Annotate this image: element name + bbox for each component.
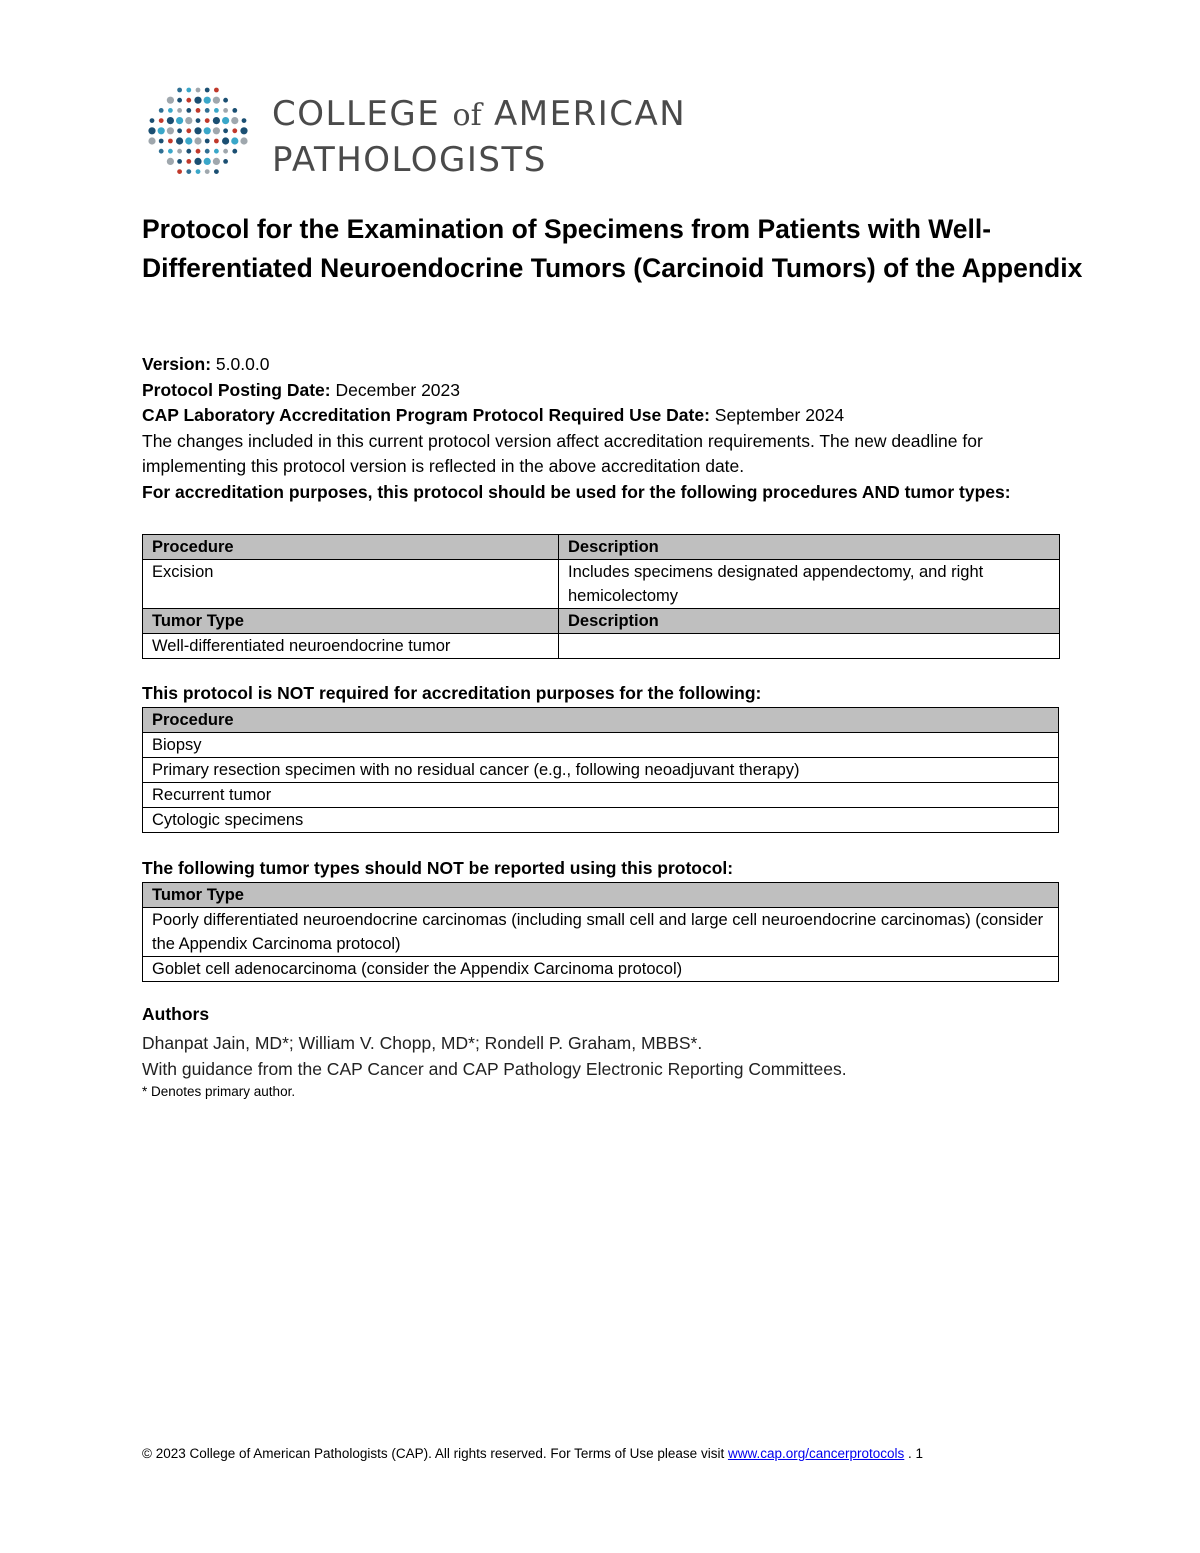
logo-dot — [196, 169, 201, 174]
tumor-type-cell: Goblet cell adenocarcinoma (consider the Appendix Carcinoma protocol) — [143, 957, 1059, 982]
logo-dot — [176, 137, 183, 144]
page-footer — [142, 1446, 923, 1461]
procedure-cell: Excision — [143, 560, 559, 609]
author-names: Dhanpat Jain, MD*; William V. Chopp, MD*; Rondell P. Graham, MBBS*. — [142, 1033, 703, 1053]
procedure-header: Procedure — [143, 535, 559, 560]
not-reported-heading: The following tumor types should NOT be reported using this protocol: — [142, 858, 734, 878]
logo-dot — [223, 159, 228, 164]
logo-dot — [214, 149, 219, 154]
table-header-row — [143, 708, 1059, 733]
table-row — [143, 957, 1059, 982]
guidance-note: With guidance from the CAP Cancer and CAP Pathology Electronic Reporting Committees. — [142, 1058, 847, 1079]
logo-dot — [148, 137, 155, 144]
procedure-cell: Biopsy — [143, 733, 1059, 758]
authors-block — [142, 1031, 847, 1102]
logo-dot — [194, 127, 201, 134]
logo-dot — [214, 169, 219, 174]
logo-dot — [177, 108, 182, 113]
logo-dot — [223, 149, 228, 154]
changes-note: The changes included in this current protocol version affect accreditation requirements. The new deadline for implementing this protocol version is reflected in the above accreditation date. — [142, 430, 983, 476]
table-row — [143, 908, 1059, 957]
not-required-table — [142, 707, 1059, 833]
cancer-protocols-link[interactable]: www.cap.org/cancerprotocols — [727, 1446, 905, 1461]
procedure-cell: Cytologic specimens — [143, 808, 1059, 833]
version-line: Version: 5.0.0.0 — [142, 354, 270, 374]
logo-dot — [222, 137, 229, 144]
logo-dot — [177, 88, 182, 93]
logo-dot — [167, 127, 174, 134]
cap-logo — [146, 84, 746, 184]
logo-dot — [205, 169, 210, 174]
logo-dot — [214, 139, 219, 144]
logo-dot — [177, 128, 182, 133]
procedure-header: Procedure — [143, 708, 1059, 733]
logo-dot — [214, 108, 219, 113]
logo-dot — [185, 137, 192, 144]
table-header-row — [143, 609, 1060, 634]
table-row — [143, 560, 1060, 609]
logo-dot — [223, 98, 228, 103]
logo-dot — [186, 159, 191, 164]
posting-date-line: Protocol Posting Date: December 2023 — [142, 379, 461, 400]
copyright-text: © 2023 College of American Pathologists (CAP). All rights reserved. For Terms of Use please visit — [142, 1446, 728, 1461]
tumor-type-cell: Well-differentiated neuroendocrine tumor — [143, 634, 559, 659]
logo-dot — [159, 118, 164, 123]
logo-dot — [204, 97, 211, 104]
logo-dot — [186, 128, 191, 133]
logo-dot — [213, 158, 220, 165]
logo-dot — [213, 97, 220, 104]
logo-dot — [167, 117, 174, 124]
table-row — [143, 783, 1059, 808]
logo-dot — [185, 117, 192, 124]
table-row — [143, 808, 1059, 833]
procedure-cell: Recurrent tumor — [143, 783, 1059, 808]
not-reported-table — [142, 882, 1059, 982]
logo-dot — [196, 149, 201, 154]
logo-dot — [186, 149, 191, 154]
table-row — [143, 758, 1059, 783]
logo-dot — [167, 158, 174, 165]
logo-dot — [194, 158, 201, 165]
logo-dot — [205, 88, 210, 93]
logo-dot — [194, 97, 201, 104]
logo-dot — [231, 137, 238, 144]
authors-heading: Authors — [142, 1004, 210, 1024]
logo-dot — [196, 88, 201, 93]
description-cell — [559, 634, 1060, 659]
logo-dot — [223, 108, 228, 113]
logo-dot — [186, 98, 191, 103]
tumor-type-header: Tumor Type — [143, 609, 559, 634]
description-header: Description — [559, 609, 1060, 634]
tumor-type-header: Tumor Type — [143, 883, 1059, 908]
description-cell: Includes specimens designated appendectomy, and right hemicolectomy — [559, 560, 1060, 609]
table-header-row — [143, 535, 1060, 560]
logo-dot — [177, 98, 182, 103]
table-row — [143, 634, 1060, 659]
table-row — [143, 733, 1059, 758]
logo-dot — [231, 117, 238, 124]
logo-dot — [223, 128, 228, 133]
accreditation-table — [142, 534, 1060, 659]
page-number: . 1 — [904, 1446, 924, 1461]
logo-dot — [177, 159, 182, 164]
logo-dot-mark-icon — [146, 84, 256, 184]
required-use-date-line: CAP Laboratory Accreditation Program Protocol Required Use Date: September 2024 — [142, 405, 845, 425]
logo-dot — [240, 127, 247, 134]
logo-dot — [159, 139, 164, 144]
accreditation-heading: For accreditation purposes, this protocol should be used for the following procedures AND tumor types: — [142, 481, 1011, 502]
logo-dot — [196, 108, 201, 113]
logo-dot — [186, 108, 191, 113]
logo-dot — [204, 158, 211, 165]
logo-dot — [204, 127, 211, 134]
logo-dot — [176, 117, 183, 124]
logo-dot — [196, 118, 201, 123]
logo-dot — [214, 88, 219, 93]
logo-dot — [232, 149, 237, 154]
logo-dot — [222, 117, 229, 124]
logo-dot — [168, 108, 173, 113]
logo-dot — [242, 118, 247, 123]
logo-dot — [168, 139, 173, 144]
logo-dot — [240, 137, 247, 144]
logo-dot — [159, 149, 164, 154]
logo-dot — [232, 128, 237, 133]
logo-dot — [167, 97, 174, 104]
protocol-meta — [142, 352, 1072, 505]
logo-dot — [194, 137, 201, 144]
logo-dot — [148, 127, 155, 134]
description-header: Description — [559, 535, 1060, 560]
logo-dot — [150, 118, 155, 123]
logo-dot — [205, 108, 210, 113]
tumor-type-cell: Poorly differentiated neuroendocrine carcinomas (including small cell and large cell neuroendocrine carcinomas) (consider the Appendix Carcinoma protocol) — [143, 908, 1059, 957]
logo-dot — [213, 127, 220, 134]
logo-dot — [186, 169, 191, 174]
logo-wordmark: COLLEGE of AMERICAN PATHOLOGISTS — [272, 94, 687, 180]
procedure-cell: Primary resection specimen with no residual cancer (e.g., following neoadjuvant therapy) — [143, 758, 1059, 783]
logo-dot — [177, 149, 182, 154]
logo-dot — [158, 127, 165, 134]
table-header-row — [143, 883, 1059, 908]
primary-author-note: * Denotes primary author. — [142, 1084, 296, 1099]
logo-dot — [213, 117, 220, 124]
logo-dot — [159, 108, 164, 113]
logo-dot — [186, 88, 191, 93]
page-title: Protocol for the Examination of Specimens from Patients with Well-Differentiated Neuroendocrine Tumors (Carcinoid Tumors) of the Appendix — [142, 214, 1083, 283]
logo-dot — [168, 149, 173, 154]
logo-dot — [232, 108, 237, 113]
logo-dot — [205, 118, 210, 123]
logo-dot — [205, 139, 210, 144]
logo-dot — [205, 149, 210, 154]
not-required-heading: This protocol is NOT required for accreditation purposes for the following: — [142, 683, 762, 703]
logo-dot — [177, 169, 182, 174]
